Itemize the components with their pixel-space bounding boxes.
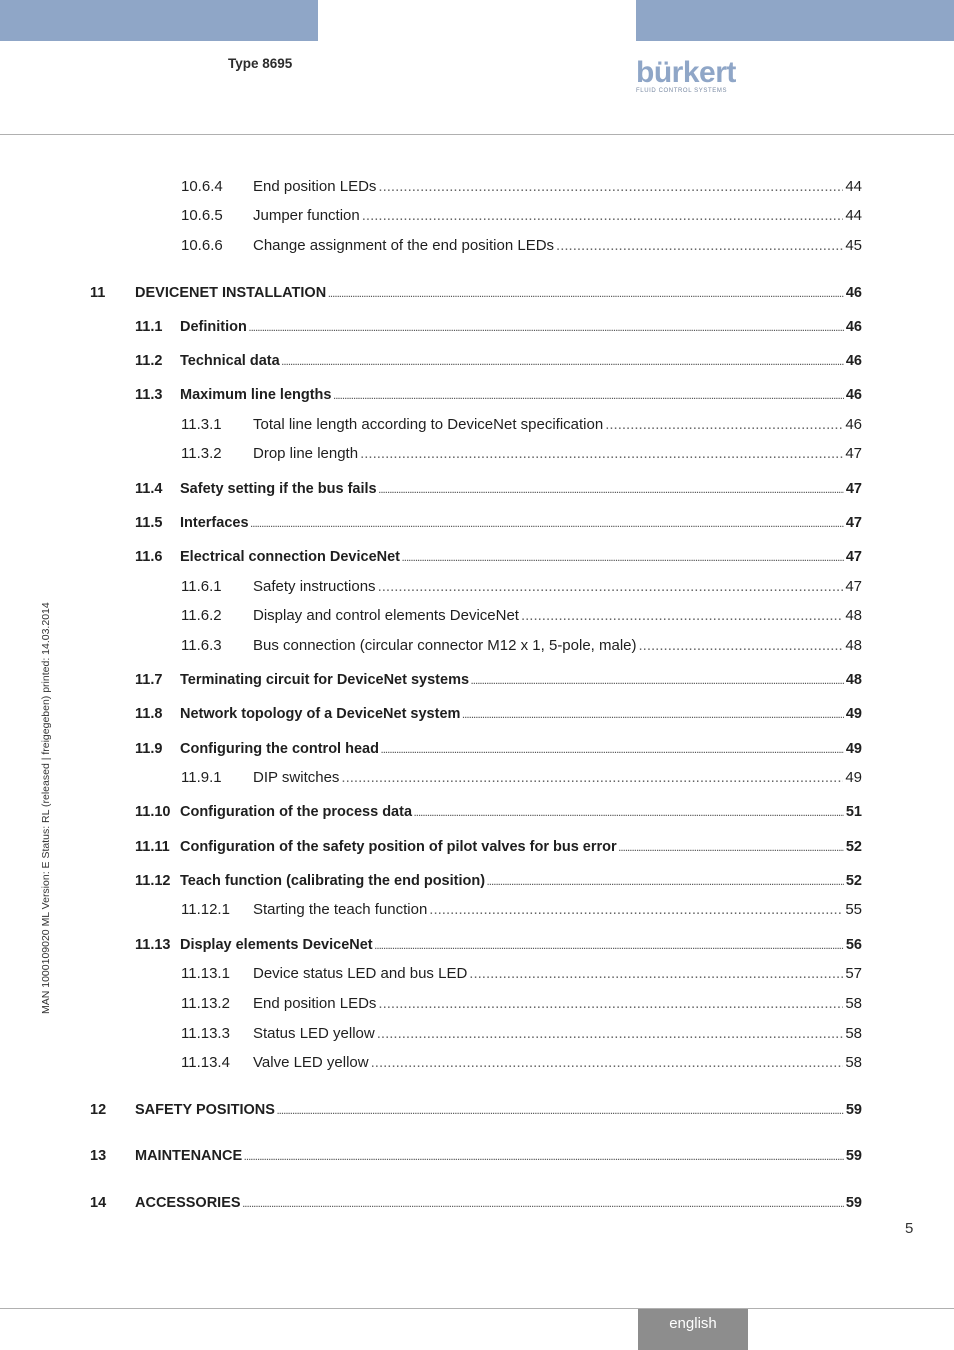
toc-entry-number: 11.7 [135, 672, 163, 688]
toc-entry[interactable] [90, 935, 862, 955]
toc-leader-dots [619, 839, 844, 859]
toc-entry[interactable] [90, 704, 862, 724]
toc-entry[interactable] [90, 802, 862, 822]
toc-entry-page: 56 [845, 937, 862, 953]
toc-leader-dots [462, 706, 843, 726]
toc-entry-title: DEVICENET INSTALLATION [135, 285, 327, 301]
toc-entry-title: Maximum line lengths [180, 387, 332, 403]
toc-entry-page: 47 [845, 481, 862, 497]
toc-entry-number: 11.6 [135, 549, 163, 565]
toc-entry-number: 11.13.4 [181, 1054, 230, 1071]
toc-entry-number: 11.3.2 [181, 445, 222, 462]
toc-entry-title: Jumper function [253, 207, 360, 224]
toc-entry-title: Device status LED and bus LED [253, 965, 468, 982]
toc-entry[interactable] [90, 577, 862, 597]
toc-leader-dots [243, 1195, 844, 1215]
toc-entry-page: 46 [845, 387, 862, 403]
toc-entry-title: Teach function (calibrating the end position) [180, 873, 486, 889]
toc-entry-title: Safety setting if the bus fails [180, 481, 377, 497]
toc-entry-title: Configuring the control head [180, 741, 379, 757]
toc-entry-number: 11.3 [135, 387, 163, 403]
toc-entry-page: 46 [845, 416, 862, 433]
toc-leader-dots [378, 994, 843, 1014]
toc-leader-dots [429, 900, 843, 920]
toc-entry-number: 11.13.3 [181, 1025, 230, 1042]
toc-leader-dots [605, 415, 843, 435]
toc-entry-page: 58 [845, 1054, 862, 1071]
toc-entry[interactable] [90, 670, 862, 690]
toc-leader-dots [282, 353, 844, 373]
toc-entry[interactable] [90, 1024, 862, 1044]
toc-entry-title: Terminating circuit for DeviceNet systems [180, 672, 470, 688]
toc-entry[interactable] [90, 1146, 862, 1166]
toc-entry[interactable] [90, 837, 862, 857]
toc-entry-number: 11.9.1 [181, 769, 222, 786]
toc-entry-page: 55 [845, 901, 862, 918]
toc-entry-title: Electrical connection DeviceNet [180, 549, 400, 565]
toc-entry-number: 11.4 [135, 481, 163, 497]
toc-leader-dots [371, 1053, 844, 1073]
toc-entry-page: 52 [845, 873, 862, 889]
toc-leader-dots [251, 515, 844, 535]
toc-entry-page: 51 [845, 804, 862, 820]
toc-entry[interactable] [90, 351, 862, 371]
toc-entry-number: 11.9 [135, 741, 163, 757]
toc-leader-dots [487, 873, 844, 893]
toc-entry-number: 10.6.5 [181, 207, 223, 224]
toc-entry-title: Network topology of a DeviceNet system [180, 706, 461, 722]
toc-entry-number: 13 [90, 1148, 107, 1164]
toc-leader-dots [328, 285, 844, 305]
toc-entry-title: Configuration of the process data [180, 804, 413, 820]
toc-entry-page: 49 [845, 741, 862, 757]
toc-entry[interactable] [90, 385, 862, 405]
toc-entry-page: 58 [845, 995, 862, 1012]
toc-leader-dots [375, 937, 844, 957]
toc-entry-page: 48 [845, 637, 862, 654]
toc-leader-dots [402, 549, 844, 569]
toc-entry-page: 46 [845, 319, 862, 335]
toc-entry-page: 48 [845, 607, 862, 624]
toc-entry-title: End position LEDs [253, 178, 377, 195]
toc-entry-title: Change assignment of the end position LEDs [253, 237, 555, 254]
toc-leader-dots [249, 319, 844, 339]
logo-wordmark: bürkert [636, 56, 736, 89]
toc-entry-page: 44 [845, 178, 862, 195]
toc-entry-page: 44 [845, 207, 862, 224]
toc-leader-dots [381, 741, 844, 761]
toc-entry-title: Total line length according to DeviceNet specification [253, 416, 604, 433]
toc-leader-dots [521, 606, 843, 626]
document-type: Type 8695 [228, 56, 293, 71]
toc-leader-dots [378, 577, 844, 597]
header-divider [0, 134, 954, 135]
toc-entry-page: 59 [845, 1102, 862, 1118]
toc-entry-number: 11.13 [135, 937, 171, 953]
toc-entry-title: Starting the teach function [253, 901, 428, 918]
toc-entry-number: 10.6.6 [181, 237, 223, 254]
toc-entry-title: ACCESSORIES [135, 1195, 241, 1211]
toc-entry-page: 48 [845, 672, 862, 688]
toc-entry-page: 59 [845, 1195, 862, 1211]
toc-entry-number: 11 [90, 285, 106, 301]
toc-entry[interactable] [90, 547, 862, 567]
toc-leader-dots [244, 1148, 844, 1168]
toc-entry-page: 57 [845, 965, 862, 982]
toc-entry-number: 12 [90, 1102, 107, 1118]
header-bar-left [0, 0, 318, 41]
toc-entry[interactable] [90, 513, 862, 533]
toc-entry-title: Drop line length [253, 445, 359, 462]
toc-entry-number: 11.6.2 [181, 607, 222, 624]
toc-leader-dots [360, 444, 843, 464]
document-version-note: MAN 1000109020 ML Version: E Status: RL (released | freigegeben) printed: 14.03.2014 [40, 602, 52, 1014]
toc-entry[interactable] [90, 768, 862, 788]
toc-entry-page: 49 [845, 706, 862, 722]
toc-entry[interactable] [90, 900, 862, 920]
toc-entry-page: 45 [845, 237, 862, 254]
toc-entry-title: Configuration of the safety position of pilot valves for bus error [180, 839, 617, 855]
toc-entry-number: 11.6.3 [181, 637, 222, 654]
toc-entry-number: 14 [90, 1195, 107, 1211]
toc-leader-dots [471, 672, 844, 692]
toc-entry-number: 11.5 [135, 515, 163, 531]
toc-entry-number: 11.8 [135, 706, 163, 722]
toc-entry[interactable] [90, 1100, 862, 1120]
toc-entry-page: 47 [845, 578, 862, 595]
toc-entry-title: Display elements DeviceNet [180, 937, 373, 953]
toc-leader-dots [379, 481, 844, 501]
toc-entry[interactable] [90, 283, 862, 303]
toc-entry-title: Bus connection (circular connector M12 x 1, 5-pole, male) [253, 637, 637, 654]
toc-entry-title: Definition [180, 319, 247, 335]
toc-entry[interactable] [90, 1053, 862, 1073]
toc-entry-number: 11.12.1 [181, 901, 230, 918]
toc-entry[interactable] [90, 994, 862, 1014]
toc-entry-title: Technical data [180, 353, 280, 369]
toc-leader-dots [378, 177, 843, 197]
toc-entry-number: 11.2 [135, 353, 163, 369]
toc-entry-title: DIP switches [253, 769, 340, 786]
toc-entry-number: 11.1 [135, 319, 163, 335]
toc-entry-number: 11.11 [135, 839, 170, 855]
toc-entry-number: 11.12 [135, 873, 171, 889]
toc-entry-page: 49 [845, 769, 862, 786]
toc-entry[interactable] [90, 415, 862, 435]
toc-leader-dots [556, 236, 843, 256]
toc-entry-title: Interfaces [180, 515, 249, 531]
toc-leader-dots [341, 768, 843, 788]
toc-entry-title: SAFETY POSITIONS [135, 1102, 275, 1118]
toc-leader-dots [377, 1024, 844, 1044]
toc-entry-page: 46 [845, 353, 862, 369]
toc-entry-page: 46 [845, 285, 862, 301]
toc-entry[interactable] [90, 479, 862, 499]
toc-entry[interactable] [90, 444, 862, 464]
toc-entry-title: Safety instructions [253, 578, 376, 595]
toc-entry-number: 11.13.2 [181, 995, 230, 1012]
toc-entry[interactable] [90, 871, 862, 891]
toc-entry[interactable] [90, 1193, 862, 1213]
toc-entry-title: Status LED yellow [253, 1025, 375, 1042]
toc-entry[interactable] [90, 636, 862, 656]
toc-leader-dots [469, 964, 843, 984]
toc-leader-dots [639, 636, 844, 656]
toc-entry-page: 52 [845, 839, 862, 855]
toc-entry[interactable] [90, 177, 862, 197]
toc-entry-page: 47 [845, 445, 862, 462]
toc-leader-dots [362, 206, 844, 226]
toc-entry-page: 47 [845, 515, 862, 531]
toc-entry-page: 47 [845, 549, 862, 565]
toc-entry-page: 59 [845, 1148, 862, 1164]
toc-leader-dots [277, 1102, 844, 1122]
toc-entry[interactable] [90, 606, 862, 626]
toc-entry-title: Valve LED yellow [253, 1054, 369, 1071]
toc-entry[interactable] [90, 317, 862, 337]
toc-entry-number: 11.10 [135, 804, 171, 820]
language-tab: english [638, 1309, 748, 1350]
toc-entry-title: MAINTENANCE [135, 1148, 243, 1164]
toc-entry[interactable] [90, 739, 862, 759]
toc-entry-page: 58 [845, 1025, 862, 1042]
toc-entry-number: 11.13.1 [181, 965, 230, 982]
logo-tagline: FLUID CONTROL SYSTEMS [636, 88, 728, 94]
toc-entry-title: Display and control elements DeviceNet [253, 607, 519, 624]
toc-entry-title: End position LEDs [253, 995, 377, 1012]
page-number: 5 [905, 1220, 914, 1237]
toc-entry[interactable] [90, 236, 862, 256]
toc-entry-number: 11.6.1 [181, 578, 222, 595]
toc-entry-number: 10.6.4 [181, 178, 223, 195]
toc-entry-number: 11.3.1 [181, 416, 222, 433]
footer-divider [0, 1308, 954, 1309]
header-bar-right [636, 0, 954, 41]
toc-entry[interactable] [90, 964, 862, 984]
toc-leader-dots [333, 387, 843, 407]
toc-entry[interactable] [90, 206, 862, 226]
toc-leader-dots [414, 804, 844, 824]
